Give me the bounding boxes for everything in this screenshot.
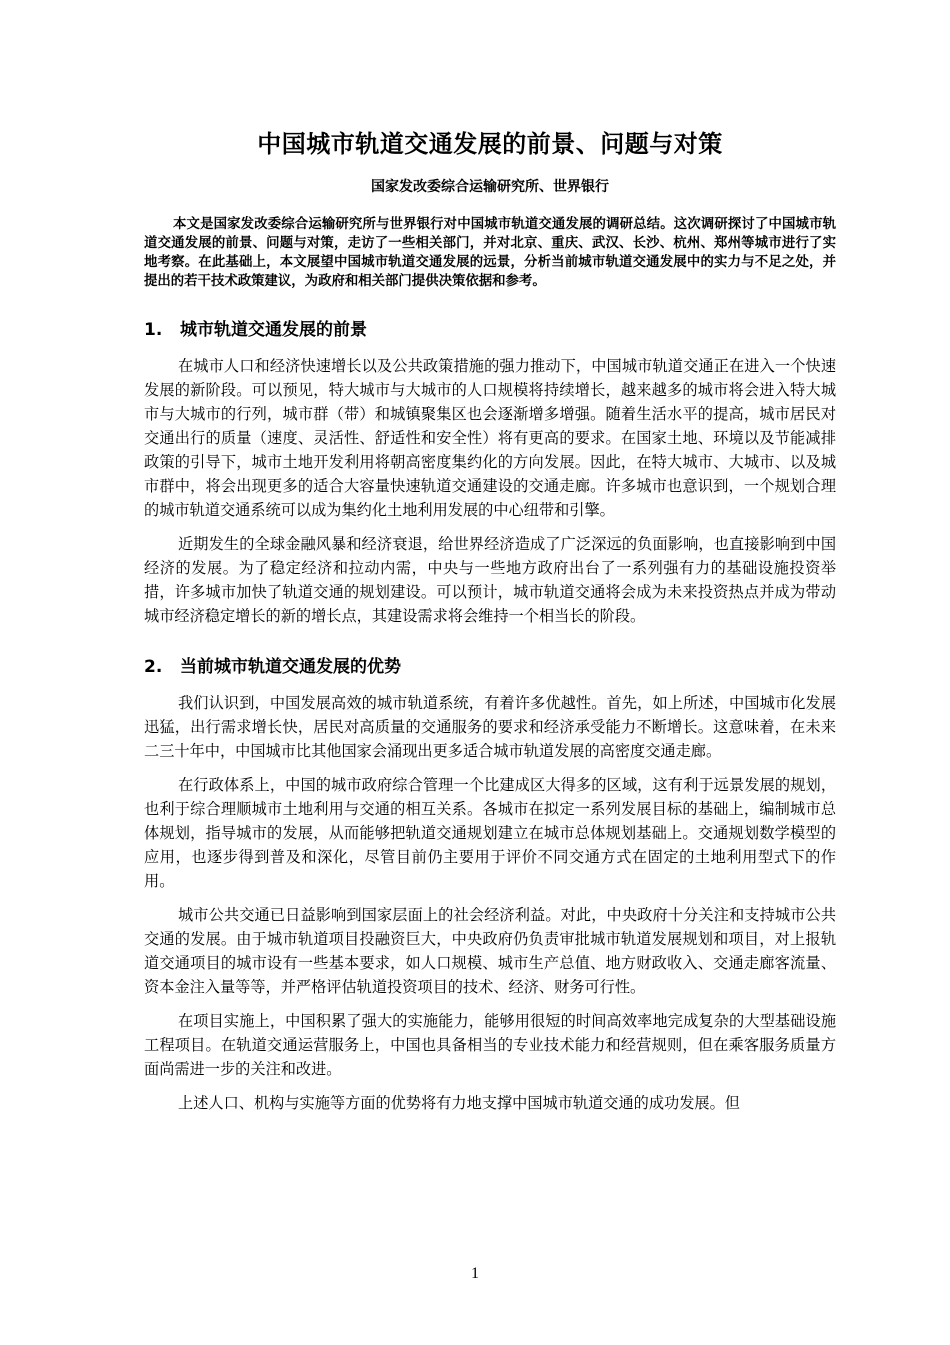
document-title: 中国城市轨道交通发展的前景、问题与对策 — [257, 130, 723, 158]
section-2-paragraph-2: 在行政体系上，中国的城市政府综合管理一个比建成区大得多的区域，这有利于远景发展的规划，也利于综合理顺城市土地利用与交通的相互关系。各城市在拟定一系列发展目标的基础上，编制城市总体规划，指导城市的发展，从而能够把轨道交通规划建立在城市总体规划基础上。交通规划数学模型的应用，也逐步得到普及和深化，尽管目前仍主要用于评价不同交通方式在固定的土地利用型式下的作用。 — [144, 776, 836, 890]
section-1-title: 城市轨道交通发展的前景 — [180, 320, 367, 340]
section-1-number: 1. — [144, 320, 163, 340]
section-1 — [144, 318, 836, 628]
page-content — [144, 120, 836, 1115]
document-authors: 国家发改委综合运输研究所、世界银行 — [371, 179, 609, 195]
section-1-paragraph-1: 在城市人口和经济快速增长以及公共政策措施的强力推动下，中国城市轨道交通正在进入一个快速发展的新阶段。可以预见，特大城市与大城市的人口规模将持续增长，越来越多的城市将会进入特大城市与大城市的行列，城市群（带）和城镇聚集区也会逐渐增多增强。随着生活水平的提高，城市居民对交通出行的质量（速度、灵活性、舒适性和安全性）将有更高的要求。在国家土地、环境以及节能减排政策的引导下，城市土地开发利用将朝高密度集约化的方向发展。因此，在特大城市、大城市、以及城市群中，将会出现更多的适合大容量快速轨道交通建设的交通走廊。许多城市也意识到，一个规划合理的城市轨道交通系统可以成为集约化土地利用发展的中心纽带和引擎。 — [144, 357, 836, 519]
section-2-paragraph-3: 城市公共交通已日益影响到国家层面上的社会经济利益。对此，中央政府十分关注和支持城市公共交通的发展。由于城市轨道项目投融资巨大，中央政府仍负责审批城市轨道发展规划和项目，对上报轨道交通项目的城市设有一些基本要求，如人口规模、城市生产总值、地方财政收入、交通走廊客流量、资本金注入量等等，并严格评估轨道投资项目的技术、经济、财务可行性。 — [144, 906, 836, 996]
section-1-heading — [144, 318, 836, 342]
section-2-paragraph-4: 在项目实施上，中国积累了强大的实施能力，能够用很短的时间高效率地完成复杂的大型基础设施工程项目。在轨道交通运营服务上，中国也具备相当的专业技术能力和经营规则，但在乘客服务质量方面尚需进一步的关注和改进。 — [144, 1012, 836, 1078]
section-2-number: 2. — [144, 657, 163, 677]
section-1-paragraph-2: 近期发生的全球金融风暴和经济衰退，给世界经济造成了广泛深远的负面影响，也直接影响到中国经济的发展。为了稳定经济和拉动内需，中央与一些地方政府出台了一系列强有力的基础设施投资举措，许多城市加快了轨道交通的规划建设。可以预计，城市轨道交通将会成为未来投资热点并成为带动城市经济稳定增长的新的增长点，其建设需求将会维持一个相当长的阶段。 — [144, 535, 836, 625]
section-2-title: 当前城市轨道交通发展的优势 — [180, 657, 401, 677]
abstract-paragraph: 本文是国家发改委综合运输研究所与世界银行对中国城市轨道交通发展的调研总结。这次调研探讨了中国城市轨道交通发展的前景、问题与对策，走访了一些相关部门，并对北京、重庆、武汉、长沙、杭州、郑州等城市进行了实地考察。在此基础上，本文展望中国城市轨道交通发展的远景，分析当前城市轨道交通发展中的实力与不足之处，并提出的若干技术政策建议，为政府和相关部门提供决策依据和参考。 — [144, 217, 836, 289]
section-2-paragraph-1: 我们认识到，中国发展高效的城市轨道系统，有着许多优越性。首先，如上所述，中国城市化发展迅猛，出行需求增长快，居民对高质量的交通服务的要求和经济承受能力不断增长。这意味着，在未来二三十年中，中国城市比其他国家会涌现出更多适合城市轨道发展的高密度交通走廊。 — [144, 694, 836, 760]
section-2-paragraph-5: 上述人口、机构与实施等方面的优势将有力地支撑中国城市轨道交通的成功发展。但 — [178, 1094, 740, 1112]
section-2 — [144, 655, 836, 1115]
page-number: 1 — [471, 1265, 479, 1282]
section-2-heading — [144, 655, 836, 679]
